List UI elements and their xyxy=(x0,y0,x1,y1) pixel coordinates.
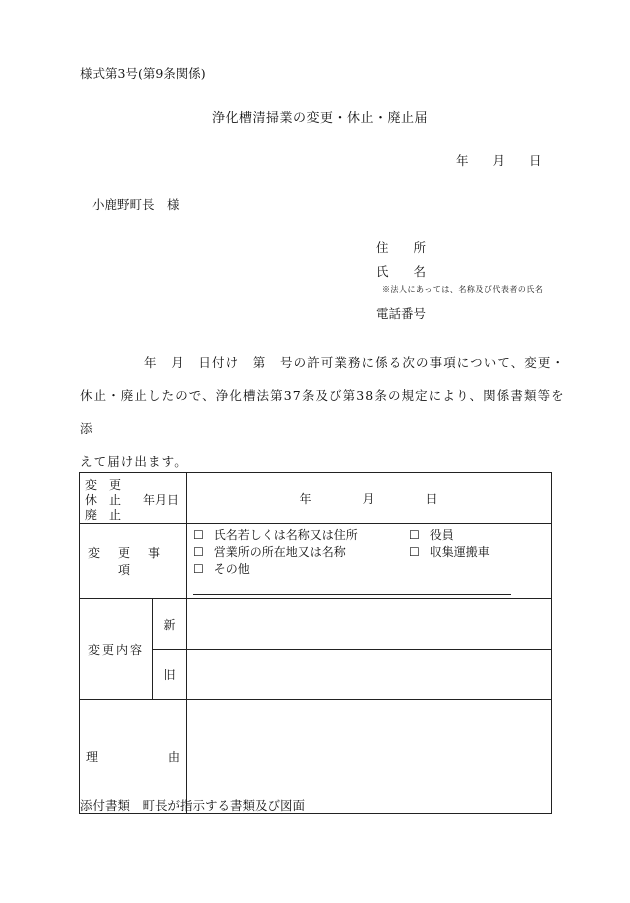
option-other[interactable] xyxy=(193,561,545,595)
submission-date xyxy=(456,151,542,169)
change-type-label-cell xyxy=(80,473,187,524)
date-year: 年 xyxy=(456,153,469,168)
option-label: 収集運搬車 xyxy=(429,545,490,559)
label-ymd: 年月日 xyxy=(143,493,180,507)
checkbox-icon[interactable]: ☐ xyxy=(193,545,204,559)
change-content-label: 変更内容 xyxy=(80,599,153,700)
option-label: 営業所の所在地又は名称 xyxy=(213,545,346,559)
table-row-date xyxy=(80,473,552,524)
table-row-new xyxy=(80,599,552,650)
field-month: 月 xyxy=(362,491,376,506)
checkbox-icon[interactable]: ☐ xyxy=(409,545,420,559)
option-name-address[interactable] xyxy=(193,527,409,544)
new-label: 新 xyxy=(153,599,187,650)
option-label: その他 xyxy=(213,562,250,576)
date-day: 日 xyxy=(529,153,542,168)
table-row-items xyxy=(80,524,552,599)
body-line-3: えて届け出ます。 xyxy=(80,454,188,469)
name-label: 氏 名 xyxy=(376,264,427,279)
option-label: 氏名若しくは名称又は住所 xyxy=(213,528,358,542)
addressee: 小鹿野町長 様 xyxy=(92,197,180,212)
checkbox-icon[interactable]: ☐ xyxy=(193,528,204,542)
field-day: 日 xyxy=(425,491,439,506)
option-vehicle[interactable] xyxy=(409,544,490,561)
label-suspend: 休 止 xyxy=(85,493,122,507)
checkbox-icon[interactable]: ☐ xyxy=(409,528,420,542)
field-year: 年 xyxy=(299,491,313,506)
checkbox-icon[interactable]: ☐ xyxy=(193,562,204,576)
option-label: 役員 xyxy=(429,528,454,542)
attachments-note: 添付書類 町長が指示する書類及び図面 xyxy=(80,798,306,813)
notification-body xyxy=(80,346,566,478)
option-office-location[interactable] xyxy=(193,544,409,561)
reason-label-right: 由 xyxy=(167,750,180,764)
address-label: 住 所 xyxy=(376,240,427,255)
phone-label: 電話番号 xyxy=(376,306,427,321)
change-items-label: 変更事項 xyxy=(80,524,187,599)
change-details-table xyxy=(79,472,552,814)
change-date-field[interactable] xyxy=(187,473,552,524)
reason-label-left: 理 xyxy=(86,750,99,764)
label-change: 変 更 xyxy=(85,478,122,492)
old-content-field[interactable] xyxy=(187,650,552,700)
form-number: 様式第3号(第9条関係) xyxy=(80,66,206,81)
change-items-cell xyxy=(187,524,552,599)
body-line-1: 年 月 日付け 第 号の許可業務に係る次の事項について、変更・ xyxy=(144,355,566,370)
document-title: 浄化槽清掃業の変更・休止・廃止届 xyxy=(212,111,429,126)
old-label: 旧 xyxy=(153,650,187,700)
new-content-field[interactable] xyxy=(187,599,552,650)
option-officers[interactable] xyxy=(409,527,454,544)
corporate-note: ※法人にあっては、名称及び代表者の氏名 xyxy=(382,285,544,294)
other-input-line[interactable] xyxy=(193,581,511,595)
date-month: 月 xyxy=(492,153,506,168)
body-line-2: 休止・廃止したので、浄化槽法第37条及び第38条の規定により、関係書類等を添 xyxy=(80,388,565,436)
label-abolish: 廃 止 xyxy=(85,508,122,522)
